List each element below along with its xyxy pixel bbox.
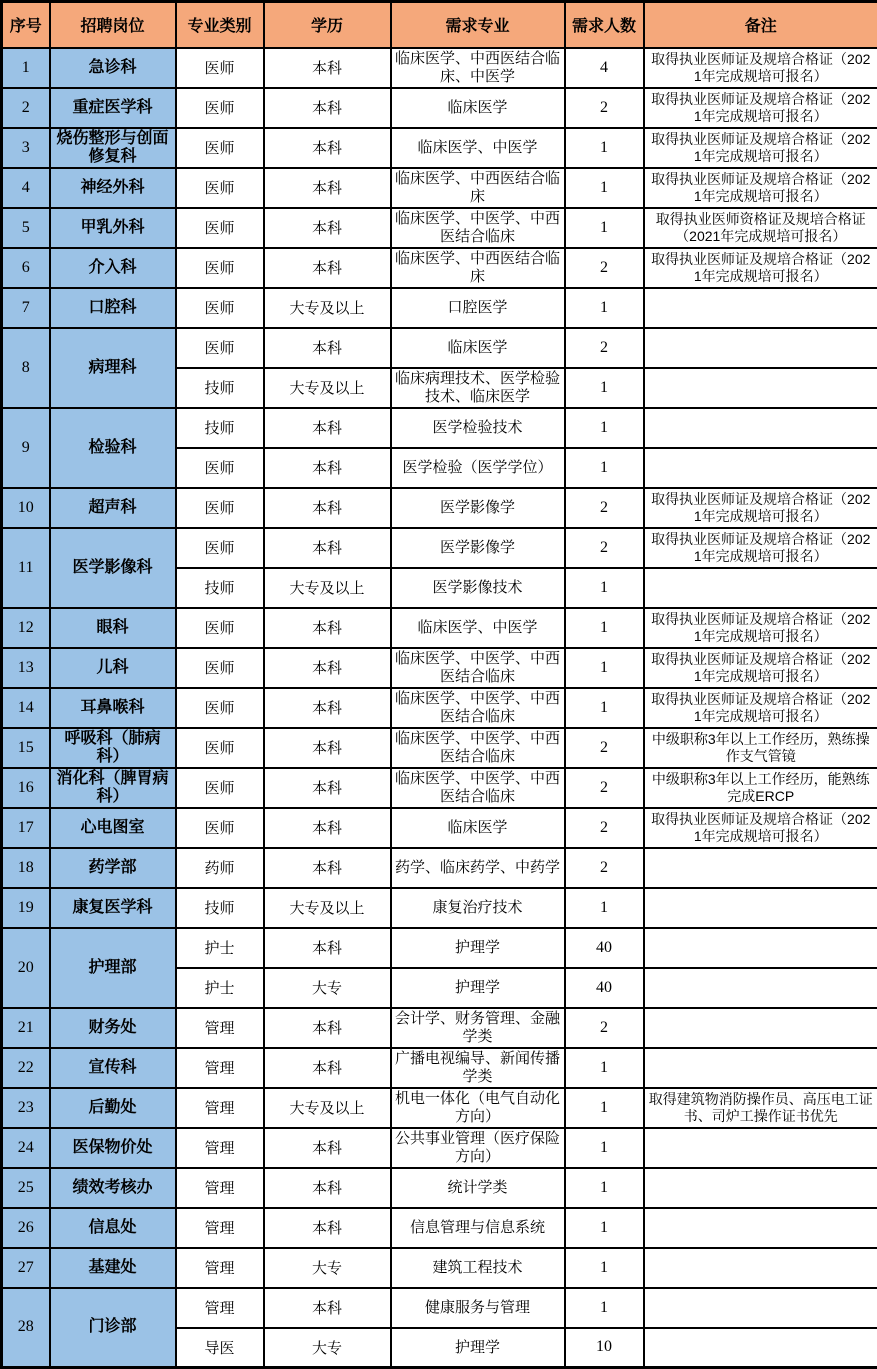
cell-major: 临床医学、中西医结合临床 — [391, 248, 565, 288]
cell-major: 康复治疗技术 — [391, 888, 565, 928]
cell-count: 1 — [565, 1128, 644, 1168]
table-row — [2, 648, 877, 688]
cell-education: 本科 — [264, 688, 391, 728]
table-row — [2, 48, 877, 88]
table-row — [2, 208, 877, 248]
cell-category: 管理 — [176, 1088, 264, 1128]
cell-major: 临床医学 — [391, 808, 565, 848]
cell-education: 本科 — [264, 848, 391, 888]
cell-category: 药师 — [176, 848, 264, 888]
cell-note — [644, 288, 877, 328]
cell-count: 1 — [565, 128, 644, 168]
cell-position: 病理科 — [50, 328, 176, 408]
cell-major: 临床医学、中医学、中西医结合临床 — [391, 208, 565, 248]
cell-position: 护理部 — [50, 928, 176, 1008]
cell-major: 医学影像学 — [391, 528, 565, 568]
cell-education: 本科 — [264, 808, 391, 848]
cell-position: 消化科（脾胃病科） — [50, 768, 176, 808]
cell-major: 临床医学、中西医结合临床 — [391, 168, 565, 208]
cell-count: 1 — [565, 608, 644, 648]
cell-position: 重症医学科 — [50, 88, 176, 128]
cell-education: 本科 — [264, 1288, 391, 1328]
cell-count: 1 — [565, 208, 644, 248]
cell-category: 医师 — [176, 208, 264, 248]
cell-category: 医师 — [176, 768, 264, 808]
cell-number: 25 — [2, 1168, 50, 1208]
cell-category: 技师 — [176, 568, 264, 608]
table-row — [2, 1248, 877, 1288]
cell-category: 管理 — [176, 1168, 264, 1208]
cell-major: 医学检验（医学学位） — [391, 448, 565, 488]
cell-education: 大专 — [264, 1328, 391, 1368]
table-row — [2, 808, 877, 848]
cell-number: 9 — [2, 408, 50, 488]
cell-count: 10 — [565, 1328, 644, 1368]
table-row — [2, 1008, 877, 1048]
cell-category: 医师 — [176, 88, 264, 128]
column-header-1: 招聘岗位 — [50, 2, 176, 48]
cell-note — [644, 448, 877, 488]
cell-category: 医师 — [176, 248, 264, 288]
cell-category: 医师 — [176, 168, 264, 208]
cell-major: 临床医学 — [391, 328, 565, 368]
cell-education: 本科 — [264, 168, 391, 208]
cell-number: 19 — [2, 888, 50, 928]
cell-major: 临床医学、中医学、中西医结合临床 — [391, 688, 565, 728]
cell-category: 医师 — [176, 288, 264, 328]
cell-note — [644, 888, 877, 928]
cell-number: 7 — [2, 288, 50, 328]
cell-count: 2 — [565, 728, 644, 768]
cell-count: 1 — [565, 1248, 644, 1288]
column-header-3: 学历 — [264, 2, 391, 48]
cell-count: 1 — [565, 1208, 644, 1248]
cell-category: 医师 — [176, 48, 264, 88]
cell-education: 大专及以上 — [264, 368, 391, 408]
cell-education: 大专及以上 — [264, 1088, 391, 1128]
cell-number: 3 — [2, 128, 50, 168]
cell-position: 宣传科 — [50, 1048, 176, 1088]
cell-education: 本科 — [264, 1008, 391, 1048]
table-row — [2, 928, 877, 968]
cell-category: 医师 — [176, 728, 264, 768]
cell-count: 1 — [565, 448, 644, 488]
cell-count: 2 — [565, 1008, 644, 1048]
cell-number: 28 — [2, 1288, 50, 1368]
table-row — [2, 848, 877, 888]
table-row — [2, 488, 877, 528]
table-row — [2, 328, 877, 368]
table-row — [2, 408, 877, 448]
cell-category: 医师 — [176, 808, 264, 848]
cell-education: 大专 — [264, 1248, 391, 1288]
cell-category: 护士 — [176, 928, 264, 968]
cell-number: 22 — [2, 1048, 50, 1088]
cell-count: 40 — [565, 968, 644, 1008]
cell-note — [644, 568, 877, 608]
cell-count: 2 — [565, 488, 644, 528]
cell-education: 本科 — [264, 1048, 391, 1088]
cell-education: 本科 — [264, 768, 391, 808]
cell-education: 大专及以上 — [264, 568, 391, 608]
cell-note: 取得执业医师证及规培合格证（2021年完成规培可报名） — [644, 608, 877, 648]
cell-position: 医学影像科 — [50, 528, 176, 608]
cell-number: 8 — [2, 328, 50, 408]
cell-education: 本科 — [264, 488, 391, 528]
cell-position: 神经外科 — [50, 168, 176, 208]
cell-category: 医师 — [176, 448, 264, 488]
cell-count: 1 — [565, 1168, 644, 1208]
cell-note: 取得执业医师证及规培合格证（2021年完成规培可报名） — [644, 48, 877, 88]
cell-education: 本科 — [264, 208, 391, 248]
cell-count: 1 — [565, 888, 644, 928]
cell-education: 本科 — [264, 1128, 391, 1168]
cell-position: 眼科 — [50, 608, 176, 648]
cell-position: 耳鼻喉科 — [50, 688, 176, 728]
cell-position: 后勤处 — [50, 1088, 176, 1128]
cell-major: 临床医学、中西医结合临床、中医学 — [391, 48, 565, 88]
cell-count: 1 — [565, 1288, 644, 1328]
cell-position: 检验科 — [50, 408, 176, 488]
cell-major: 临床医学、中医学 — [391, 128, 565, 168]
column-header-2: 专业类别 — [176, 2, 264, 48]
cell-note: 取得执业医师证及规培合格证（2021年完成规培可报名） — [644, 488, 877, 528]
cell-position: 甲乳外科 — [50, 208, 176, 248]
cell-education: 本科 — [264, 128, 391, 168]
cell-position: 医保物价处 — [50, 1128, 176, 1168]
cell-count: 2 — [565, 528, 644, 568]
cell-education: 本科 — [264, 408, 391, 448]
cell-education: 本科 — [264, 328, 391, 368]
cell-note: 取得建筑物消防操作员、高压电工证书、司炉工操作证书优先 — [644, 1088, 877, 1128]
cell-note — [644, 848, 877, 888]
cell-category: 管理 — [176, 1288, 264, 1328]
cell-count: 1 — [565, 1088, 644, 1128]
cell-count: 1 — [565, 688, 644, 728]
cell-major: 临床医学、中医学 — [391, 608, 565, 648]
cell-note — [644, 1008, 877, 1048]
column-header-0: 序号 — [2, 2, 50, 48]
cell-major: 临床医学、中医学、中西医结合临床 — [391, 648, 565, 688]
cell-major: 临床医学、中医学、中西医结合临床 — [391, 768, 565, 808]
cell-position: 绩效考核办 — [50, 1168, 176, 1208]
table-row — [2, 1208, 877, 1248]
cell-count: 1 — [565, 408, 644, 448]
cell-count: 1 — [565, 368, 644, 408]
cell-note: 取得执业医师证及规培合格证（2021年完成规培可报名） — [644, 248, 877, 288]
cell-education: 本科 — [264, 1208, 391, 1248]
cell-category: 护士 — [176, 968, 264, 1008]
table-row — [2, 728, 877, 768]
cell-position: 呼吸科（肺病科） — [50, 728, 176, 768]
cell-education: 本科 — [264, 648, 391, 688]
cell-number: 21 — [2, 1008, 50, 1048]
table-row — [2, 1128, 877, 1168]
cell-count: 1 — [565, 1048, 644, 1088]
cell-major: 护理学 — [391, 1328, 565, 1368]
cell-note: 取得执业医师证及规培合格证（2021年完成规培可报名） — [644, 128, 877, 168]
cell-education: 本科 — [264, 528, 391, 568]
cell-note — [644, 328, 877, 368]
cell-position: 儿科 — [50, 648, 176, 688]
cell-major: 建筑工程技术 — [391, 1248, 565, 1288]
cell-number: 13 — [2, 648, 50, 688]
table-row — [2, 88, 877, 128]
cell-position: 超声科 — [50, 488, 176, 528]
cell-count: 2 — [565, 248, 644, 288]
cell-number: 16 — [2, 768, 50, 808]
cell-number: 1 — [2, 48, 50, 88]
cell-count: 2 — [565, 88, 644, 128]
cell-major: 口腔医学 — [391, 288, 565, 328]
cell-note — [644, 928, 877, 968]
cell-category: 医师 — [176, 128, 264, 168]
cell-major: 会计学、财务管理、金融学类 — [391, 1008, 565, 1048]
cell-major: 护理学 — [391, 968, 565, 1008]
cell-note — [644, 1168, 877, 1208]
cell-note: 中级职称3年以上工作经历，熟练操作支气管镜 — [644, 728, 877, 768]
cell-category: 管理 — [176, 1208, 264, 1248]
cell-count: 2 — [565, 808, 644, 848]
cell-education: 本科 — [264, 88, 391, 128]
cell-category: 管理 — [176, 1128, 264, 1168]
cell-category: 医师 — [176, 648, 264, 688]
table-row — [2, 768, 877, 808]
cell-education: 本科 — [264, 608, 391, 648]
cell-education: 本科 — [264, 48, 391, 88]
cell-note — [644, 968, 877, 1008]
cell-major: 临床病理技术、医学检验技术、临床医学 — [391, 368, 565, 408]
cell-major: 医学影像技术 — [391, 568, 565, 608]
cell-number: 18 — [2, 848, 50, 888]
column-header-5: 需求人数 — [565, 2, 644, 48]
cell-count: 1 — [565, 288, 644, 328]
column-header-6: 备注 — [644, 2, 877, 48]
cell-note — [644, 1248, 877, 1288]
cell-major: 医学检验技术 — [391, 408, 565, 448]
cell-education: 大专 — [264, 968, 391, 1008]
cell-major: 护理学 — [391, 928, 565, 968]
cell-number: 24 — [2, 1128, 50, 1168]
table-row — [2, 288, 877, 328]
cell-category: 医师 — [176, 528, 264, 568]
cell-note: 取得执业医师证及规培合格证（2021年完成规培可报名） — [644, 528, 877, 568]
cell-major: 机电一体化（电气自动化方向） — [391, 1088, 565, 1128]
cell-number: 6 — [2, 248, 50, 288]
cell-number: 11 — [2, 528, 50, 608]
cell-major: 临床医学、中医学、中西医结合临床 — [391, 728, 565, 768]
cell-position: 基建处 — [50, 1248, 176, 1288]
cell-position: 门诊部 — [50, 1288, 176, 1368]
cell-category: 管理 — [176, 1008, 264, 1048]
cell-note — [644, 368, 877, 408]
cell-note: 取得执业医师证及规培合格证（2021年完成规培可报名） — [644, 88, 877, 128]
cell-number: 17 — [2, 808, 50, 848]
cell-number: 14 — [2, 688, 50, 728]
cell-note: 取得执业医师证及规培合格证（2021年完成规培可报名） — [644, 808, 877, 848]
cell-category: 管理 — [176, 1048, 264, 1088]
cell-number: 12 — [2, 608, 50, 648]
table-row — [2, 1048, 877, 1088]
table-row — [2, 528, 877, 568]
cell-category: 技师 — [176, 888, 264, 928]
cell-count: 2 — [565, 848, 644, 888]
cell-education: 本科 — [264, 928, 391, 968]
cell-education: 本科 — [264, 448, 391, 488]
cell-count: 1 — [565, 168, 644, 208]
cell-note — [644, 1128, 877, 1168]
cell-major: 统计学类 — [391, 1168, 565, 1208]
cell-note: 取得执业医师证及规培合格证（2021年完成规培可报名） — [644, 688, 877, 728]
cell-position: 介入科 — [50, 248, 176, 288]
cell-note — [644, 1288, 877, 1328]
table-row — [2, 248, 877, 288]
table-row — [2, 168, 877, 208]
cell-category: 技师 — [176, 408, 264, 448]
cell-major: 药学、临床药学、中药学 — [391, 848, 565, 888]
cell-education: 本科 — [264, 248, 391, 288]
cell-number: 4 — [2, 168, 50, 208]
cell-note: 取得执业医师证及规培合格证（2021年完成规培可报名） — [644, 168, 877, 208]
cell-note: 中级职称3年以上工作经历，能熟练完成ERCP — [644, 768, 877, 808]
cell-number: 5 — [2, 208, 50, 248]
cell-count: 2 — [565, 328, 644, 368]
cell-count: 40 — [565, 928, 644, 968]
table-row — [2, 1288, 877, 1328]
cell-number: 27 — [2, 1248, 50, 1288]
cell-note — [644, 1208, 877, 1248]
cell-note — [644, 1328, 877, 1368]
cell-count: 1 — [565, 568, 644, 608]
cell-category: 医师 — [176, 608, 264, 648]
cell-count: 1 — [565, 648, 644, 688]
cell-position: 烧伤整形与创面修复科 — [50, 128, 176, 168]
cell-count: 4 — [565, 48, 644, 88]
table-row — [2, 1168, 877, 1208]
cell-major: 信息管理与信息系统 — [391, 1208, 565, 1248]
cell-major: 医学影像学 — [391, 488, 565, 528]
cell-number: 2 — [2, 88, 50, 128]
cell-category: 医师 — [176, 688, 264, 728]
cell-position: 信息处 — [50, 1208, 176, 1248]
cell-position: 康复医学科 — [50, 888, 176, 928]
table-row — [2, 128, 877, 168]
cell-category: 医师 — [176, 328, 264, 368]
cell-category: 管理 — [176, 1248, 264, 1288]
table-row — [2, 608, 877, 648]
table-row — [2, 1088, 877, 1128]
cell-education: 大专及以上 — [264, 288, 391, 328]
cell-number: 20 — [2, 928, 50, 1008]
cell-note: 取得执业医师证及规培合格证（2021年完成规培可报名） — [644, 648, 877, 688]
cell-number: 26 — [2, 1208, 50, 1248]
table-body — [2, 48, 877, 1368]
cell-category: 导医 — [176, 1328, 264, 1368]
cell-major: 临床医学 — [391, 88, 565, 128]
cell-position: 心电图室 — [50, 808, 176, 848]
cell-position: 药学部 — [50, 848, 176, 888]
cell-note — [644, 1048, 877, 1088]
table-row — [2, 688, 877, 728]
column-header-4: 需求专业 — [391, 2, 565, 48]
cell-category: 医师 — [176, 488, 264, 528]
cell-note — [644, 408, 877, 448]
cell-count: 2 — [565, 768, 644, 808]
cell-category: 技师 — [176, 368, 264, 408]
header-row — [2, 2, 877, 48]
cell-position: 口腔科 — [50, 288, 176, 328]
cell-education: 本科 — [264, 1168, 391, 1208]
cell-note: 取得执业医师资格证及规培合格证（2021年完成规培可报名） — [644, 208, 877, 248]
cell-number: 10 — [2, 488, 50, 528]
cell-position: 财务处 — [50, 1008, 176, 1048]
cell-number: 15 — [2, 728, 50, 768]
cell-education: 本科 — [264, 728, 391, 768]
cell-major: 健康服务与管理 — [391, 1288, 565, 1328]
table-row — [2, 888, 877, 928]
cell-major: 公共事业管理（医疗保险方向） — [391, 1128, 565, 1168]
cell-major: 广播电视编导、新闻传播学类 — [391, 1048, 565, 1088]
cell-number: 23 — [2, 1088, 50, 1128]
cell-position: 急诊科 — [50, 48, 176, 88]
cell-education: 大专及以上 — [264, 888, 391, 928]
